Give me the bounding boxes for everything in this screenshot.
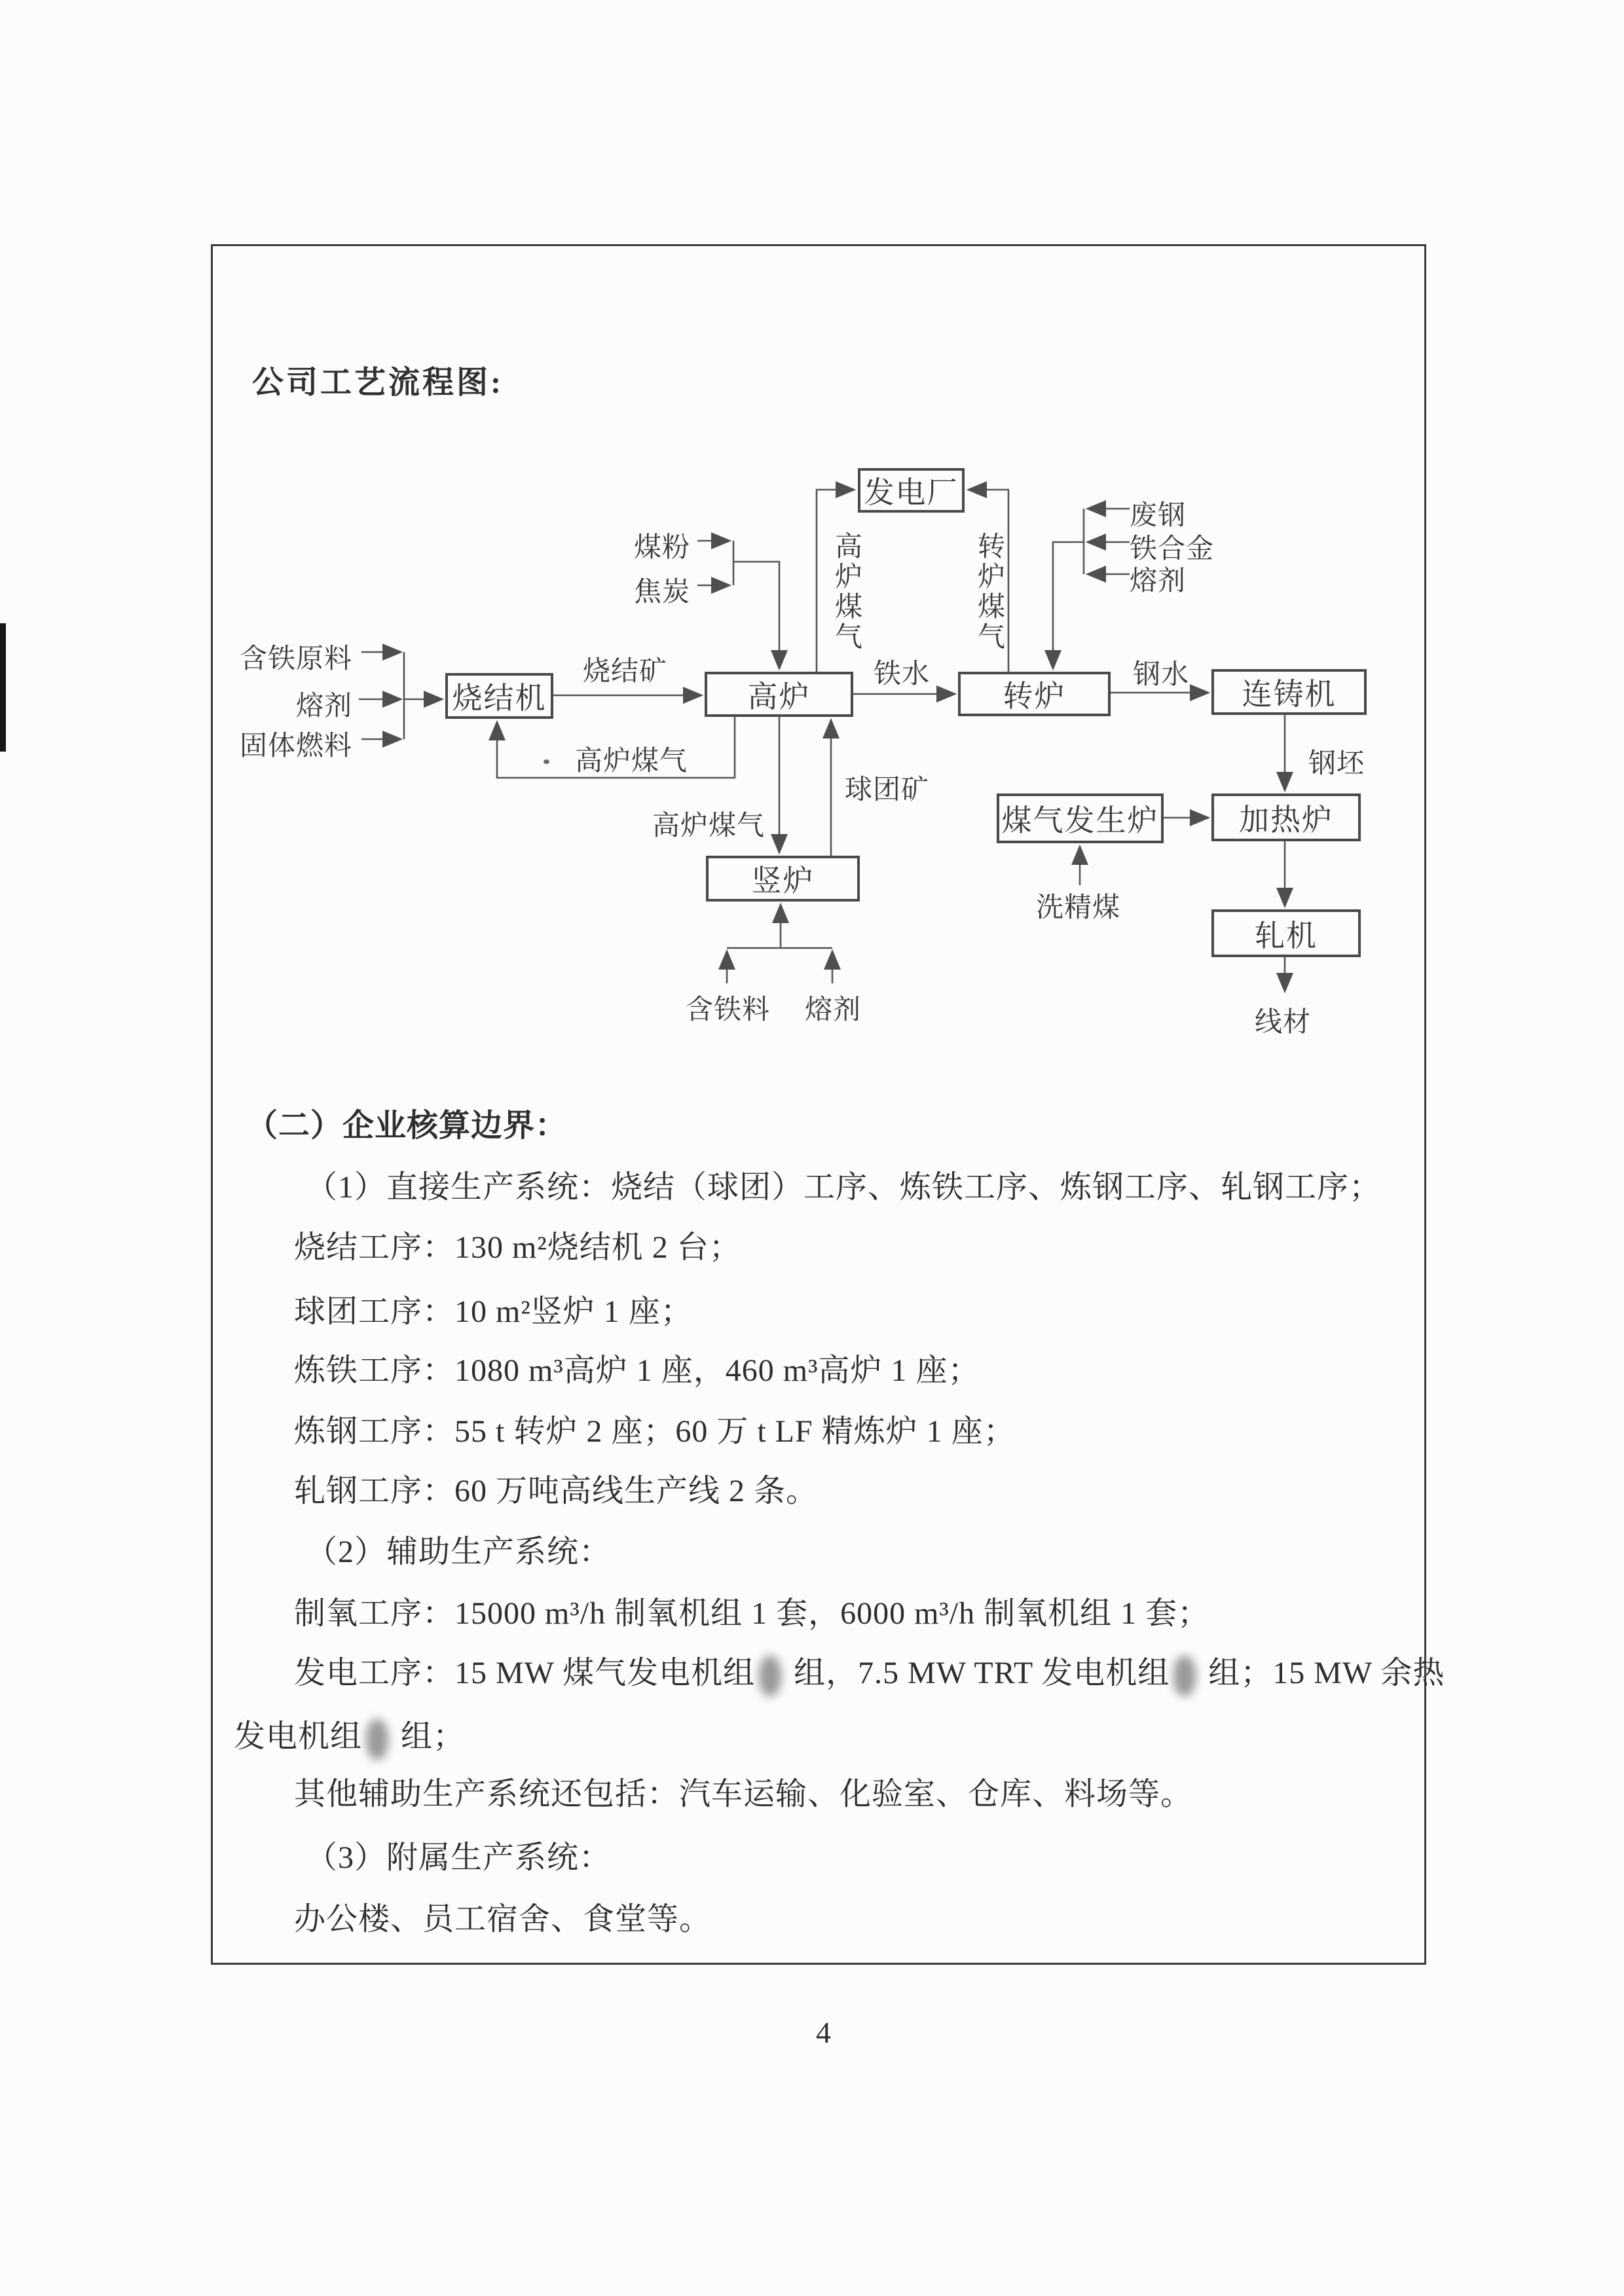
body-text: 炼钢工序：55 t 转炉 2 座；60 万 t LF 精炼炉 1 座； [294,1414,1016,1449]
page-number: 4 [816,2016,831,2049]
body-text: 发电机组 [234,1719,363,1754]
line-attached-items [294,1893,711,1939]
diagram-label-flux-bottom: 熔剂 [805,995,862,1025]
diagram-label-iron-feed: 含铁料 [686,995,771,1025]
body-text: 组；15 MW 余热 [1200,1656,1445,1690]
diagram-label-wire-rod: 线材 [1255,1008,1312,1038]
diagram-label-molten-steel: 钢水 [1133,660,1190,690]
line-direct-systems [306,1161,1381,1207]
diagram-label-scrap-steel: 废钢 [1130,501,1187,531]
body-text: （二）企业核算边界： [246,1108,568,1143]
body-text: （1）直接生产系统：烧结（球团）工序、炼铁工序、炼钢工序、轧钢工序； [306,1170,1382,1205]
body-text: 制氧工序：15000 m³/h 制氧机组 1 套，6000 m³/h 制氧机组 1 套； [294,1596,1210,1631]
line-attached-heading [306,1832,611,1877]
diagram-label-iron-material: 含铁原料 [240,644,353,674]
page-title: 公司工艺流程图: [252,365,504,400]
diagram-box-blast-furnace: 高炉 [705,672,853,717]
line-steelmaking [294,1406,1016,1451]
diagram-label-flux-left: 熔剂 [296,691,353,721]
diagram-label-steel-billet: 钢坯 [1308,749,1365,779]
diagram-label-bf-gas-down: 高炉煤气 [652,811,766,841]
line-sintering [294,1222,741,1267]
body-text: 发电工序：15 MW 煤气发电机组 [294,1656,756,1690]
flow-connector-10 [1053,542,1084,667]
diagram-label-flux-right: 熔剂 [1130,566,1187,596]
body-text: 炼铁工序：1080 m³高炉 1 座，460 m³高炉 1 座； [294,1353,980,1388]
diagram-box-reheat-furnace: 加热炉 [1211,793,1361,841]
flow-connector-3 [733,562,779,667]
body-text: 球团工序：10 m²竖炉 1 座； [294,1294,693,1329]
diagram-label-ferroalloy: 铁合金 [1130,534,1215,564]
redacted-blur [366,1719,388,1760]
line-ironmaking [294,1345,980,1390]
diagram-label-coke: 焦炭 [634,577,691,608]
diagram-label-bf-gas-up: 高炉煤气 [831,532,861,652]
body-text: 组，7.5 MW TRT 发电机组 [785,1656,1170,1690]
body-text: （2）辅助生产系统： [306,1535,612,1569]
diagram-box-converter: 转炉 [958,672,1111,716]
diagram-label-washed-coal: 洗精煤 [1036,893,1121,923]
diagram-label-bf-gas-return: 高炉煤气 [575,746,688,776]
body-text: 办公楼、员工宿舍、食堂等。 [294,1902,712,1937]
body-text: 其他辅助生产系统还包括：汽车运输、化验室、仓库、料场等。 [294,1777,1193,1812]
section-heading [246,1100,567,1145]
body-text: （3）附属生产系统： [306,1840,612,1875]
diagram-label-solid-fuel: 固体燃料 [240,731,353,761]
body-text: 组； [392,1719,466,1754]
body-text: 轧钢工序：60 万吨高线生产线 2 条。 [294,1474,819,1508]
line-pelletizing [294,1286,693,1331]
diagram-box-gas-generator: 煤气发生炉 [997,793,1164,843]
line-power-generation [294,1647,1445,1696]
body-text: 烧结工序：130 m²烧结机 2 台； [294,1230,741,1265]
diagram-label-sinter-ore: 烧结矿 [583,657,668,687]
diagram-box-caster: 连铸机 [1211,669,1367,715]
redacted-blur [1173,1656,1196,1696]
diagram-label-molten-iron: 铁水 [874,659,931,689]
diagram-box-rolling-mill: 轧机 [1211,909,1361,957]
diagram-label-pellet-ore: 球团矿 [845,775,930,805]
diagram-label-conv-gas-up: 转炉煤气 [974,532,1004,652]
line-power-continued [234,1711,465,1760]
diagram-box-shaft-furnace: 竖炉 [706,856,860,902]
diagram-box-sinter-machine: 烧结机 [445,673,553,719]
diagram-label-coal-powder: 煤粉 [634,533,691,563]
line-other-auxiliary [294,1768,1192,1813]
redacted-blur [759,1656,781,1696]
diagram-box-power-plant: 发电厂 [858,468,965,513]
line-rolling [294,1465,818,1510]
line-auxiliary-heading [306,1526,611,1571]
line-oxygen [294,1588,1209,1633]
